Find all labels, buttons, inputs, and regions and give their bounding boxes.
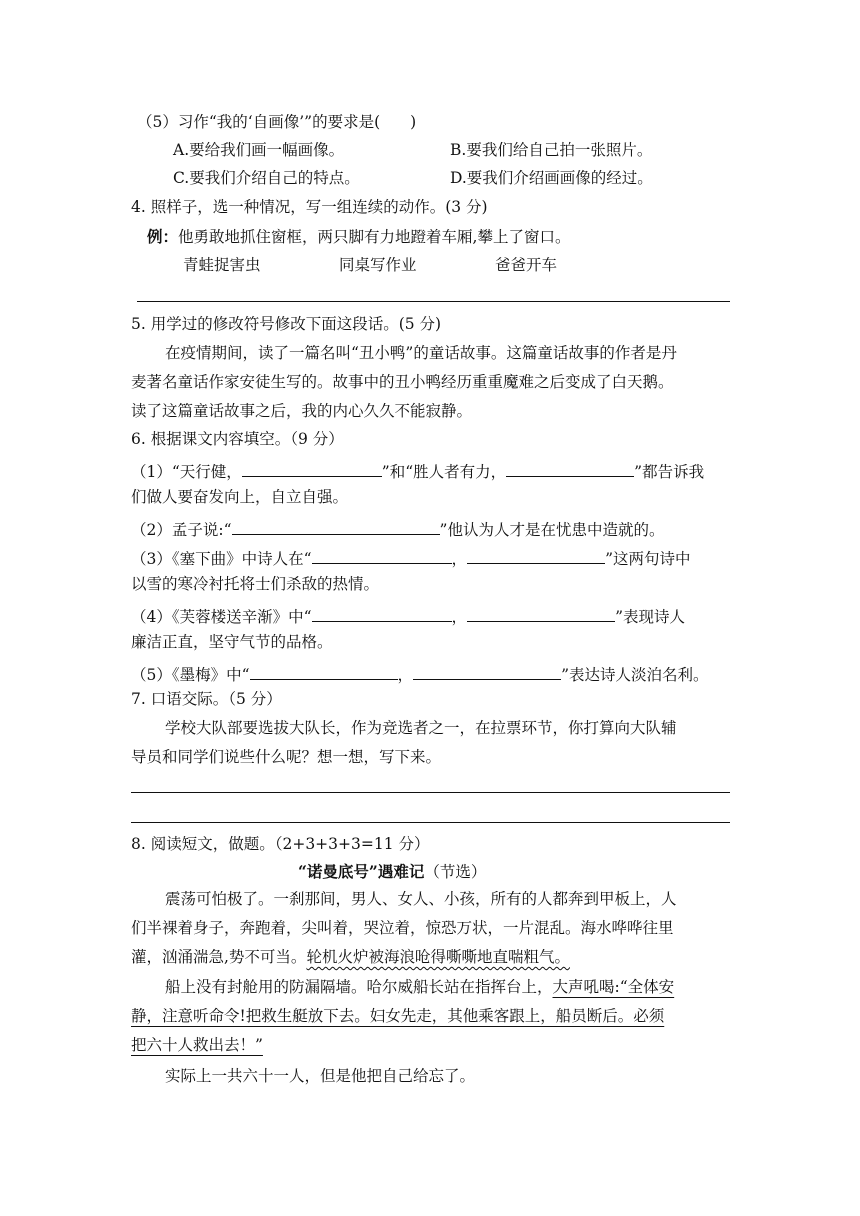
q6-item-2: （2）孟子说:“ ”他认为人才是在忧患中造就的。 xyxy=(131,521,665,539)
fill-blank[interactable] xyxy=(467,548,605,564)
option-c: C.要我们介绍自己的特点。 xyxy=(173,169,360,187)
q6-item-3: （3）《塞下曲》中诗人在“ ， ”这两句诗中 xyxy=(131,550,691,568)
option-deskmate: 同桌写作业 xyxy=(339,256,417,274)
fill-blank[interactable] xyxy=(312,606,452,622)
option-frog: 青蛙捉害虫 xyxy=(183,256,261,274)
fill-blank[interactable] xyxy=(250,664,398,680)
question-6-stem: 6. 根据课文内容填空。（9 分） xyxy=(131,430,344,448)
option-dad-driving: 爸爸开车 xyxy=(495,256,558,274)
fill-blank[interactable] xyxy=(312,548,452,564)
example-label: 例： xyxy=(147,227,179,246)
passage-p1-line-3: 灌，汹涌湍急,势不可当。轮机火炉被海浪呛得嘶嘶地直喘粗气。 xyxy=(131,948,570,966)
option-a: A.要给我们画一幅画像。 xyxy=(173,141,345,159)
question-5-stem: （5）习作“我的‘自画像’”的要求是( ) xyxy=(137,113,417,131)
passage-p2-line-1: 船上没有封舱用的防漏隔墙。哈尔威船长站在指挥台上，大声吼喝:“全体安 xyxy=(165,978,675,996)
q7-prompt-line-2: 导员和同学们说些什么呢？想一想，写下来。 xyxy=(131,748,442,766)
question-7-stem: 7. 口语交际。（5 分） xyxy=(131,690,282,708)
passage-p2-line-3: 把六十人救出去！” xyxy=(131,1036,263,1054)
q7-prompt-line-1: 学校大队部要选拔大队长，作为竞选者之一，在拉票环节，你打算向大队辅 xyxy=(165,719,677,737)
q6-item-4-cont: 廉洁正直，坚守气节的品格。 xyxy=(131,633,333,651)
question-8-stem: 8. 阅读短文，做题。（2+3+3+3=11 分） xyxy=(131,835,430,853)
answer-line-q4[interactable] xyxy=(137,301,730,302)
q5-paragraph-line-2: 麦著名童话作家安徒生写的。故事中的丑小鸭经历重重魔难之后变成了白天鹅。 xyxy=(131,373,674,391)
passage-title: “诺曼底号”遇难记（节选） xyxy=(298,862,487,881)
fill-blank[interactable] xyxy=(467,606,615,622)
q5-paragraph-line-3: 读了这篇童话故事之后，我的内心久久不能寂静。 xyxy=(131,402,473,420)
fill-blank[interactable] xyxy=(242,461,382,477)
fill-blank[interactable] xyxy=(413,664,561,680)
fill-blank[interactable] xyxy=(506,461,634,477)
example-text: 他勇敢地抓住窗框，两只脚有力地蹬着车厢,攀上了窗口。 xyxy=(178,228,571,246)
question-4-example xyxy=(147,229,570,246)
answer-line-q7-2[interactable] xyxy=(131,822,730,823)
answer-line-q7-1[interactable] xyxy=(131,792,730,793)
option-b: B.要我们给自己拍一张照片。 xyxy=(450,141,653,159)
q6-item-1: （1）“天行健， ”和“胜人者有力， ”都告诉我 xyxy=(131,463,705,481)
q6-item-5: （5）《墨梅》中“ ， ”表达诗人淡泊名利。 xyxy=(131,666,709,684)
q6-item-3-cont: 以雪的寒冷衬托将士们杀敌的热情。 xyxy=(131,575,380,593)
passage-p1-line-2: 们半裸着身子，奔跑着，尖叫着，哭泣着，惊恐万状，一片混乱。海水哗哗往里 xyxy=(131,919,674,937)
q6-item-4: （4）《芙蓉楼送辛渐》中“ ， ”表现诗人 xyxy=(131,608,685,626)
question-5-title: 5. 用学过的修改符号修改下面这段话。(5 分) xyxy=(131,315,442,333)
question-4-stem: 4. 照样子，选一种情况，写一组连续的动作。(3 分) xyxy=(131,198,488,216)
fill-blank[interactable] xyxy=(232,519,440,535)
passage-p1-line-1: 震荡可怕极了。一刹那间，男人、女人、小孩，所有的人都奔到甲板上，人 xyxy=(165,890,677,908)
wavy-underlined-sentence: 轮机火炉被海浪呛得嘶嘶地直喘粗气。 xyxy=(306,948,570,966)
passage-p3: 实际上一共六十一人，但是他把自己给忘了。 xyxy=(165,1067,476,1085)
option-d: D.要我们介绍画画像的经过。 xyxy=(450,169,653,187)
q5-paragraph-line-1: 在疫情期间，读了一篇名叫“丑小鸭”的童话故事。这篇童话故事的作者是丹 xyxy=(165,344,677,362)
passage-p2-line-2: 静，注意听命令!把救生艇放下去。妇女先走，其他乘客跟上，船员断后。必须 xyxy=(131,1007,665,1025)
q6-item-1-cont: 们做人要奋发向上，自立自强。 xyxy=(131,488,349,506)
underlined-quote: 大声吼喝:“全体安 xyxy=(552,978,675,996)
